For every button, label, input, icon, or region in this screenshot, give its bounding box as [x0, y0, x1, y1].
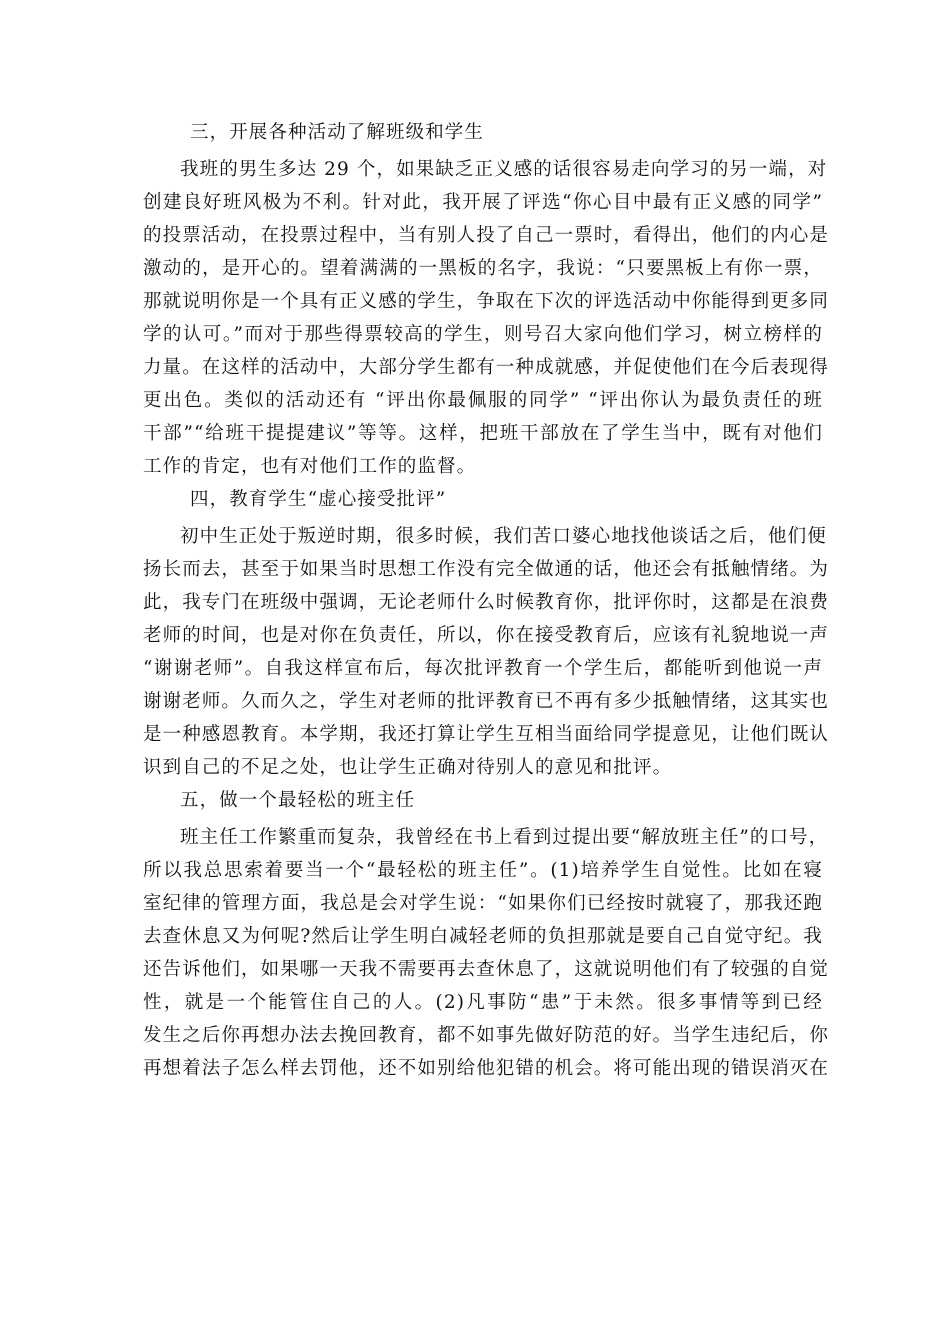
paragraph-line: 激动的，是开心的。望着满满的一黑板的名字，我说：“只要黑板上有你一票，: [143, 258, 823, 279]
section-heading-5: 五，做一个最轻松的班主任: [180, 790, 416, 811]
paragraph-line: 此，我专门在班级中强调，无论老师什么时候教育你，批评你时，这都是在浪费: [143, 592, 830, 613]
paragraph-line: “谢谢老师”。自我这样宣布后，每次批评教育一个学生后，都能听到他说一声: [143, 658, 823, 679]
section-heading-3: 三，开展各种活动了解班级和学生: [190, 122, 485, 143]
paragraph-line: 学的认可。”而对于那些得票较高的学生，则号召大家向他们学习，树立榜样的: [143, 324, 823, 345]
paragraph-line: 发生之后你再想办法去挽回教育，都不如事先做好防范的好。当学生违纪后，你: [143, 1025, 830, 1046]
paragraph-line: 是一种感恩教育。本学期，我还打算让学生互相当面给同学提意见，让他们既认: [143, 724, 830, 745]
paragraph-line: 干部”“给班干提提建议”等等。这样，把班干部放在了学生当中，既有对他们: [143, 423, 823, 444]
paragraph-line: 所以我总思索着要当一个“最轻松的班主任”。(1)培养学生自觉性。比如在寝: [143, 860, 823, 881]
paragraph-line: 再想着法子怎么样去罚他，还不如别给他犯错的机会。将可能出现的错误消灭在: [143, 1058, 830, 1079]
paragraph-line: 初中生正处于叛逆时期，很多时候，我们苦口婆心地找他谈话之后，他们便: [180, 526, 827, 547]
paragraph-line: 班主任工作繁重而复杂，我曾经在书上看到过提出要“解放班主任”的口号，: [180, 827, 829, 848]
paragraph-line: 的投票活动，在投票过程中，当有别人投了自己一票时，看得出，他们的内心是: [143, 225, 830, 246]
paragraph-line: 我班的男生多达 29 个，如果缺乏正义感的话很容易走向学习的另一端，对: [180, 159, 828, 180]
paragraph-line: 更出色。类似的活动还有 “评出你最佩服的同学” “评出你认为最负责任的班: [143, 390, 823, 411]
section-heading-4: 四，教育学生“虚心接受批评”: [190, 489, 447, 510]
paragraph-line: 去查休息又为何呢?然后让学生明白减轻老师的负担那就是要自己自觉守纪。我: [143, 926, 823, 947]
paragraph-line: 性，就是一个能管住自己的人。(2)凡事防“患”于未然。很多事情等到已经: [143, 992, 823, 1013]
paragraph-line: 老师的时间，也是对你在负责任，所以，你在接受教育后，应该有礼貌地说一声: [143, 625, 830, 646]
paragraph-line: 创建良好班风极为不利。针对此，我开展了评选“你心目中最有正义感的同学”: [143, 192, 823, 213]
paragraph-line: 那就说明你是一个具有正义感的学生，争取在下次的评选活动中你能得到更多同: [143, 291, 830, 312]
paragraph-line: 力量。在这样的活动中，大部分学生都有一种成就感，并促使他们在今后表现得: [143, 357, 830, 378]
paragraph-line: 室纪律的管理方面，我总是会对学生说：“如果你们已经按时就寝了，那我还跑: [143, 893, 823, 914]
paragraph-line: 工作的肯定，也有对他们工作的监督。: [143, 456, 477, 477]
paragraph-line: 谢谢老师。久而久之，学生对老师的批评教育已不再有多少抵触情绪，这其实也: [143, 691, 830, 712]
paragraph-line: 扬长而去，甚至于如果当时思想工作没有完全做通的话，他还会有抵触情绪。为: [143, 559, 830, 580]
paragraph-line: 还告诉他们，如果哪一天我不需要再去查休息了，这就说明他们有了较强的自觉: [143, 959, 830, 980]
paragraph-line: 识到自己的不足之处，也让学生正确对待别人的意见和批评。: [143, 757, 673, 778]
